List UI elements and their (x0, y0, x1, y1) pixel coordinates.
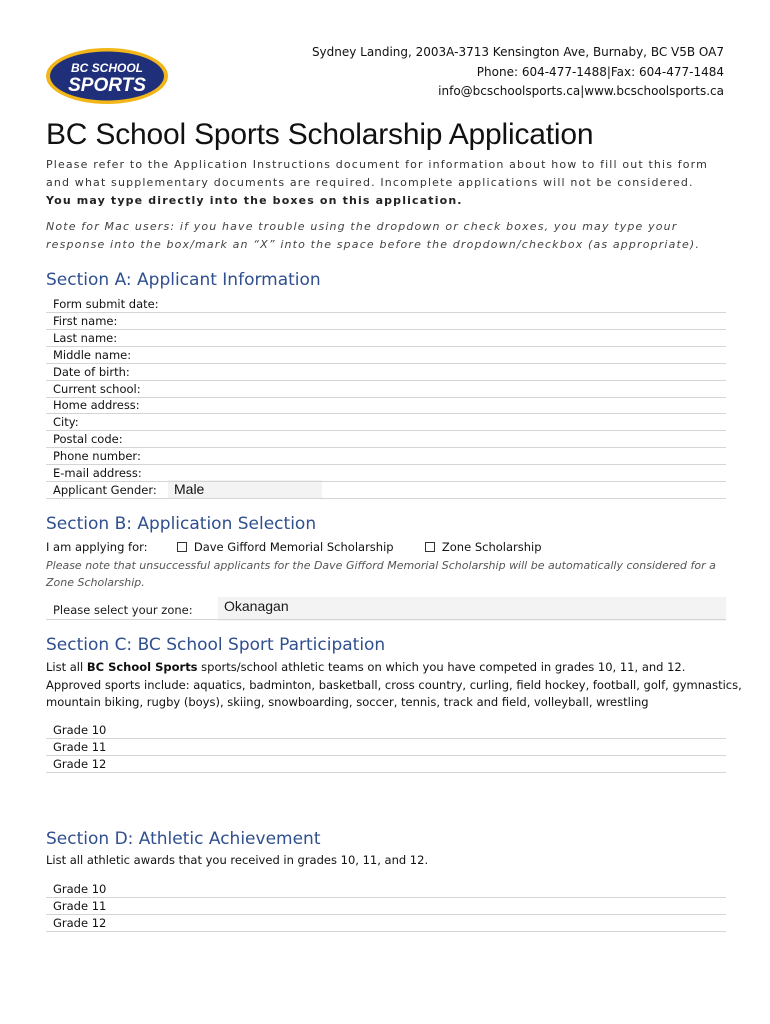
contact-block (312, 43, 724, 102)
page-title: BC School Sports Scholarship Application (46, 118, 594, 151)
section-d-instructions: List all athletic awards that you received in grades 10, 11, and 12. (46, 853, 429, 867)
zone-scholarship-option-label: Zone Scholarship (441, 540, 542, 554)
applicant-field-value[interactable]: Male (174, 480, 205, 497)
achievement-grade-row[interactable] (46, 898, 726, 915)
applicant-field-row[interactable] (46, 414, 726, 431)
dave-gifford-option-label: Dave Gifford Memorial Scholarship (193, 540, 394, 554)
achievement-grade-row[interactable] (46, 915, 726, 932)
applicant-field-row[interactable] (46, 364, 726, 381)
applicant-field-label: Current school: (53, 381, 141, 396)
section-a-title: Section A: Applicant Information (46, 270, 321, 290)
applicant-field-label: City: (53, 415, 79, 430)
zone-scholarship-checkbox[interactable] (425, 542, 435, 552)
participation-grade-label: Grade 12 (53, 757, 107, 771)
logo-line1: BC SCHOOL (71, 61, 143, 75)
applicant-field-row[interactable] (46, 397, 726, 414)
section-b-note: Please note that unsuccessful applicants for the Dave Gifford Memorial Scholarship will be automatically considered for a Zone Scholarship. (46, 559, 716, 589)
zone-row (46, 598, 726, 620)
achievement-grade-label: Grade 11 (53, 899, 107, 913)
applicant-field-label: Last name: (53, 330, 118, 345)
applicant-field-label: Middle name: (53, 347, 132, 362)
contact-phone-fax: Phone: 604-477-1488|Fax: 604-477-1484 (476, 64, 724, 79)
section-c-line1-bold: BC School Sports (86, 660, 198, 674)
applicant-field-label: Form submit date: (53, 297, 159, 311)
section-c-line1-pre: List all (46, 660, 87, 674)
applicant-field-label: Applicant Gender: (53, 482, 157, 497)
achievement-grade-label: Grade 10 (53, 882, 107, 896)
applicant-field-row[interactable] (46, 330, 726, 347)
applicant-field-label: First name: (53, 313, 118, 328)
dave-gifford-checkbox[interactable] (177, 542, 187, 552)
zone-label: Please select your zone: (53, 603, 193, 617)
participation-grade-row[interactable] (46, 722, 726, 739)
zone-value[interactable]: Okanagan (224, 598, 289, 614)
participation-grade-row[interactable] (46, 756, 726, 773)
applicant-field-label: Home address: (53, 398, 140, 413)
applicant-field-row[interactable] (46, 431, 726, 448)
bc-school-sports-logo (44, 46, 170, 106)
applicant-field-label: Phone number: (53, 449, 141, 464)
applicant-field-label: E-mail address: (53, 466, 142, 480)
applicant-field-row[interactable] (46, 296, 726, 313)
applicant-field-row[interactable] (46, 347, 726, 364)
applicant-field-row[interactable] (46, 465, 726, 482)
section-c-line1-post: sports/school athletic teams on which you have competed in grades 10, 11, and 12. (197, 660, 686, 674)
section-b-title: Section B: Application Selection (46, 514, 317, 534)
applicant-field-label: Date of birth: (53, 364, 130, 379)
section-c-title: Section C: BC School Sport Participation (46, 635, 386, 655)
applying-for-row (46, 540, 542, 554)
participation-grade-row[interactable] (46, 739, 726, 756)
applying-for-label: I am applying for: (46, 540, 148, 554)
approved-sports-text: Approved sports include: aquatics, badminton, basketball, cross country, curling, field hockey, football, golf, gymnastics, mountain biking, rugby (boys), skiing, snowboarding, soccer, tennis, track and field, volleyball, wrestling (46, 677, 742, 709)
contact-address: Sydney Landing, 2003A-3713 Kensington Ave, Burnaby, BC V5B OA7 (311, 45, 724, 59)
participation-grade-label: Grade 11 (53, 740, 107, 754)
contact-email-web: info@bcschoolsports.ca|www.bcschoolsports.ca (438, 84, 724, 98)
intro-instructions: Please refer to the Application Instructions document for information about how to fill out this form and what supplementary documents are required. Incomplete applications will not be considered. (46, 158, 709, 189)
applicant-field-label: Postal code: (53, 432, 123, 447)
mac-users-note: Note for Mac users: if you have trouble using the dropdown or check boxes, you may type your response into the box/mark an “X” into the space before the dropdown/checkbox (as appropriate). (46, 220, 700, 251)
applicant-field-row[interactable] (46, 482, 726, 499)
achievement-grade-row[interactable] (46, 881, 726, 898)
applicant-field-row[interactable] (46, 448, 726, 465)
intro-bold-note: You may type directly into the boxes on this application. (46, 194, 463, 207)
applicant-field-row[interactable] (46, 381, 726, 398)
achievement-grade-label: Grade 12 (53, 916, 107, 930)
section-d-title: Section D: Athletic Achievement (46, 829, 321, 849)
applicant-field-row[interactable] (46, 313, 726, 330)
logo-line2: SPORTS (68, 75, 146, 96)
intro-text (46, 156, 736, 210)
participation-grade-label: Grade 10 (53, 723, 107, 737)
section-c-instructions (46, 659, 746, 712)
